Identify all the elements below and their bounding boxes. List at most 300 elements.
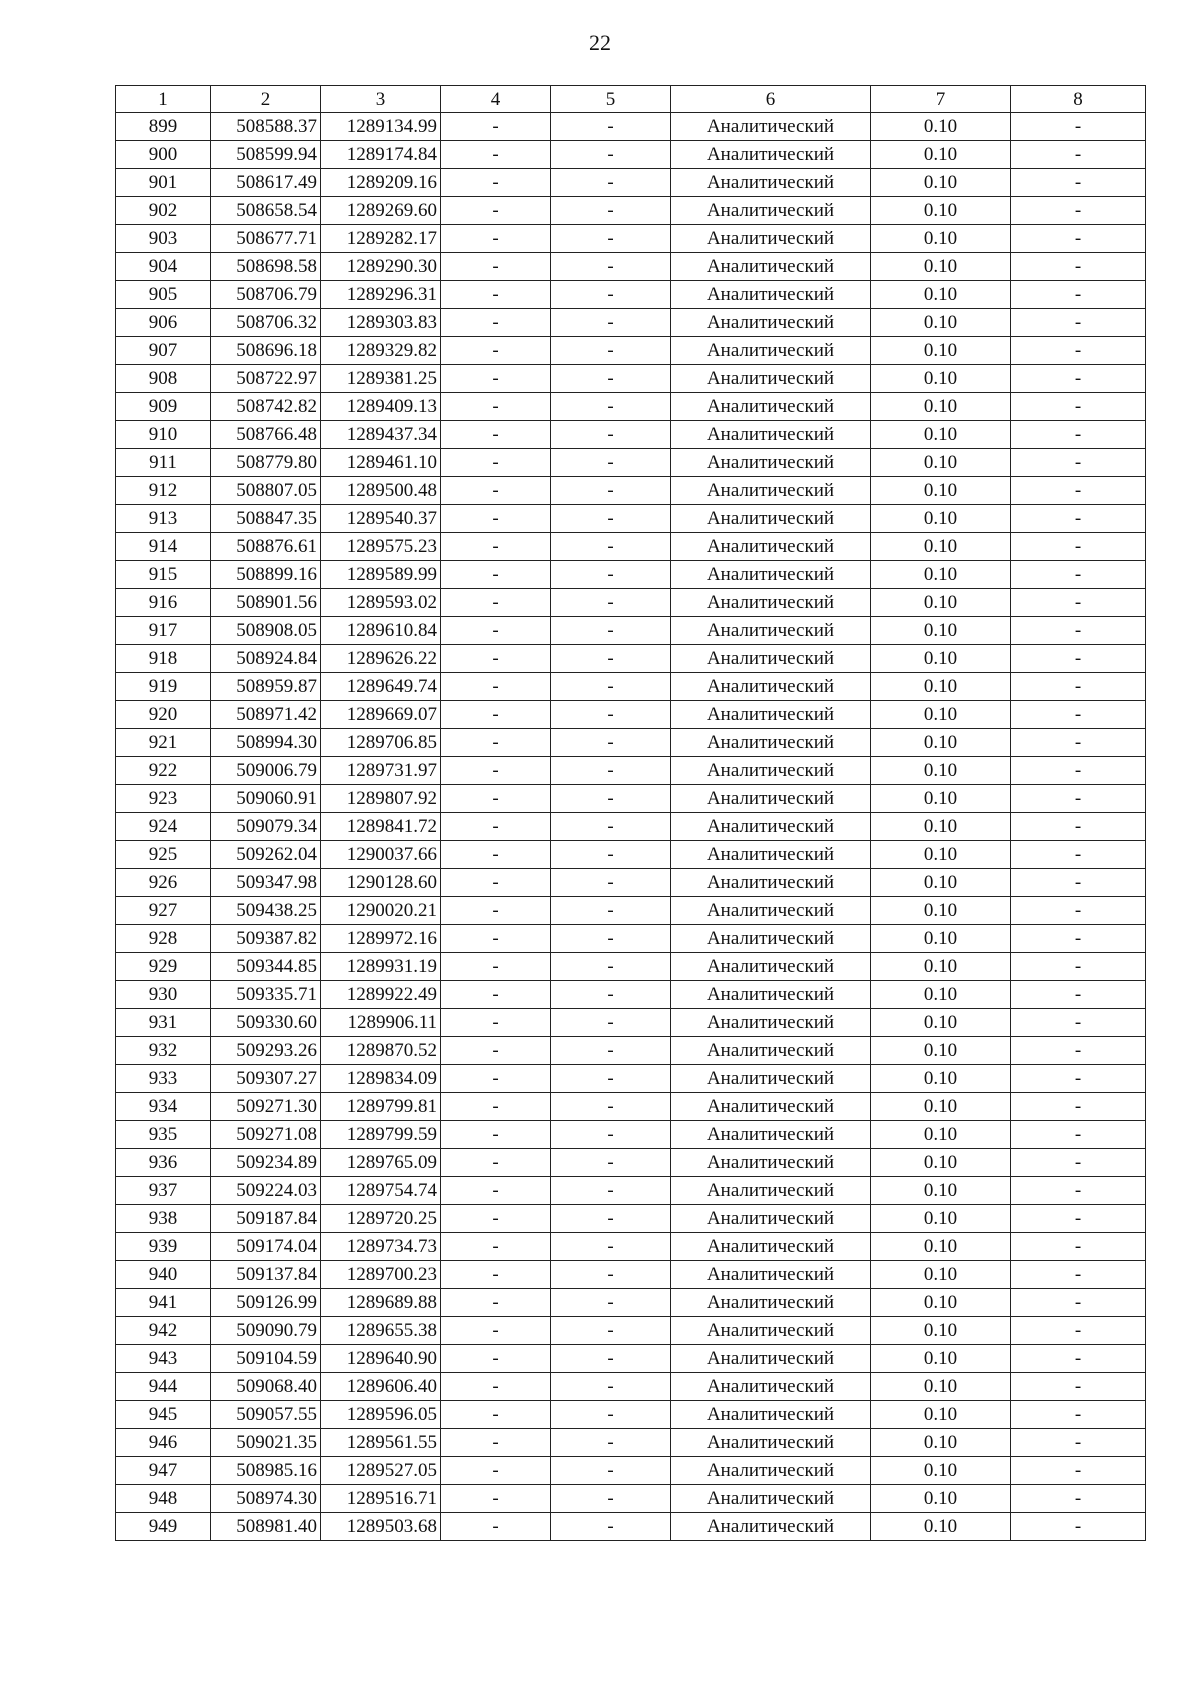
- cell-col-8: -: [1011, 1065, 1146, 1093]
- cell-col-8: -: [1011, 561, 1146, 589]
- column-header: 4: [441, 86, 551, 113]
- cell-point-number: 908: [116, 365, 211, 393]
- table-row: [116, 589, 1146, 617]
- cell-accuracy: 0.10: [871, 477, 1011, 505]
- table-row: [116, 953, 1146, 981]
- cell-method: Аналитический: [671, 673, 871, 701]
- cell-col-5: -: [551, 1345, 671, 1373]
- cell-point-number: 904: [116, 253, 211, 281]
- cell-coord-x: 509187.84: [211, 1205, 321, 1233]
- cell-coord-y: 1289540.37: [321, 505, 441, 533]
- cell-col-8: -: [1011, 841, 1146, 869]
- column-header: 8: [1011, 86, 1146, 113]
- cell-col-8: -: [1011, 365, 1146, 393]
- cell-point-number: 922: [116, 757, 211, 785]
- cell-coord-x: 508924.84: [211, 645, 321, 673]
- cell-col-4: -: [441, 253, 551, 281]
- cell-accuracy: 0.10: [871, 617, 1011, 645]
- cell-col-5: -: [551, 253, 671, 281]
- table-row: [116, 1457, 1146, 1485]
- cell-accuracy: 0.10: [871, 869, 1011, 897]
- cell-coord-x: 509068.40: [211, 1373, 321, 1401]
- cell-col-4: -: [441, 841, 551, 869]
- table-row: [116, 701, 1146, 729]
- cell-method: Аналитический: [671, 981, 871, 1009]
- cell-col-5: -: [551, 1513, 671, 1541]
- cell-col-4: -: [441, 1093, 551, 1121]
- cell-col-8: -: [1011, 953, 1146, 981]
- cell-coord-y: 1289174.84: [321, 141, 441, 169]
- cell-accuracy: 0.10: [871, 533, 1011, 561]
- cell-point-number: 900: [116, 141, 211, 169]
- cell-coord-x: 509330.60: [211, 1009, 321, 1037]
- coordinates-table: [115, 85, 1146, 1541]
- column-header: 7: [871, 86, 1011, 113]
- cell-method: Аналитический: [671, 1261, 871, 1289]
- cell-coord-x: 508847.35: [211, 505, 321, 533]
- cell-col-4: -: [441, 1037, 551, 1065]
- cell-col-5: -: [551, 925, 671, 953]
- table-row: [116, 925, 1146, 953]
- cell-col-5: -: [551, 1261, 671, 1289]
- cell-col-5: -: [551, 225, 671, 253]
- cell-col-4: -: [441, 141, 551, 169]
- cell-col-8: -: [1011, 253, 1146, 281]
- cell-col-4: -: [441, 897, 551, 925]
- cell-method: Аналитический: [671, 141, 871, 169]
- cell-coord-y: 1289922.49: [321, 981, 441, 1009]
- table-row: [116, 813, 1146, 841]
- cell-coord-y: 1290128.60: [321, 869, 441, 897]
- cell-col-4: -: [441, 281, 551, 309]
- cell-coord-y: 1289689.88: [321, 1289, 441, 1317]
- cell-method: Аналитический: [671, 1065, 871, 1093]
- cell-col-8: -: [1011, 869, 1146, 897]
- cell-coord-x: 509090.79: [211, 1317, 321, 1345]
- cell-coord-x: 508994.30: [211, 729, 321, 757]
- table-row: [116, 1261, 1146, 1289]
- cell-coord-x: 508706.32: [211, 309, 321, 337]
- cell-col-5: -: [551, 701, 671, 729]
- table-row: [116, 1513, 1146, 1541]
- cell-col-4: -: [441, 1345, 551, 1373]
- cell-coord-y: 1289516.71: [321, 1485, 441, 1513]
- cell-col-4: -: [441, 1485, 551, 1513]
- cell-col-5: -: [551, 645, 671, 673]
- cell-col-4: -: [441, 337, 551, 365]
- cell-col-5: -: [551, 1289, 671, 1317]
- cell-accuracy: 0.10: [871, 757, 1011, 785]
- table-row: [116, 253, 1146, 281]
- cell-method: Аналитический: [671, 1317, 871, 1345]
- cell-point-number: 913: [116, 505, 211, 533]
- cell-accuracy: 0.10: [871, 141, 1011, 169]
- table-row: [116, 897, 1146, 925]
- cell-accuracy: 0.10: [871, 1009, 1011, 1037]
- cell-method: Аналитический: [671, 1345, 871, 1373]
- cell-accuracy: 0.10: [871, 729, 1011, 757]
- cell-col-8: -: [1011, 393, 1146, 421]
- cell-col-5: -: [551, 1429, 671, 1457]
- table-header-row: [116, 86, 1146, 113]
- cell-coord-x: 509234.89: [211, 1149, 321, 1177]
- cell-coord-x: 509104.59: [211, 1345, 321, 1373]
- cell-method: Аналитический: [671, 113, 871, 141]
- cell-method: Аналитический: [671, 449, 871, 477]
- cell-accuracy: 0.10: [871, 169, 1011, 197]
- cell-coord-y: 1289409.13: [321, 393, 441, 421]
- cell-col-5: -: [551, 1037, 671, 1065]
- cell-coord-x: 509344.85: [211, 953, 321, 981]
- cell-coord-x: 508899.16: [211, 561, 321, 589]
- cell-col-4: -: [441, 1177, 551, 1205]
- cell-col-8: -: [1011, 1457, 1146, 1485]
- cell-coord-y: 1289589.99: [321, 561, 441, 589]
- cell-coord-x: 509262.04: [211, 841, 321, 869]
- cell-col-8: -: [1011, 477, 1146, 505]
- cell-col-5: -: [551, 1065, 671, 1093]
- cell-accuracy: 0.10: [871, 1261, 1011, 1289]
- cell-point-number: 899: [116, 113, 211, 141]
- cell-coord-y: 1289209.16: [321, 169, 441, 197]
- cell-col-4: -: [441, 953, 551, 981]
- cell-col-4: -: [441, 393, 551, 421]
- cell-col-5: -: [551, 813, 671, 841]
- cell-coord-y: 1289282.17: [321, 225, 441, 253]
- cell-coord-y: 1289655.38: [321, 1317, 441, 1345]
- cell-col-8: -: [1011, 1401, 1146, 1429]
- table-row: [116, 1037, 1146, 1065]
- cell-col-8: -: [1011, 421, 1146, 449]
- cell-col-8: -: [1011, 589, 1146, 617]
- cell-col-4: -: [441, 1065, 551, 1093]
- cell-coord-y: 1289296.31: [321, 281, 441, 309]
- cell-col-4: -: [441, 533, 551, 561]
- cell-accuracy: 0.10: [871, 1373, 1011, 1401]
- cell-accuracy: 0.10: [871, 197, 1011, 225]
- cell-coord-y: 1289527.05: [321, 1457, 441, 1485]
- cell-coord-x: 508901.56: [211, 589, 321, 617]
- cell-col-5: -: [551, 841, 671, 869]
- cell-coord-y: 1289503.68: [321, 1513, 441, 1541]
- cell-coord-y: 1289799.59: [321, 1121, 441, 1149]
- cell-accuracy: 0.10: [871, 449, 1011, 477]
- cell-coord-y: 1289841.72: [321, 813, 441, 841]
- cell-coord-y: 1289500.48: [321, 477, 441, 505]
- cell-col-4: -: [441, 1457, 551, 1485]
- cell-point-number: 939: [116, 1233, 211, 1261]
- cell-coord-y: 1290020.21: [321, 897, 441, 925]
- cell-col-5: -: [551, 673, 671, 701]
- cell-coord-y: 1289561.55: [321, 1429, 441, 1457]
- cell-col-8: -: [1011, 701, 1146, 729]
- cell-col-5: -: [551, 113, 671, 141]
- cell-point-number: 932: [116, 1037, 211, 1065]
- cell-accuracy: 0.10: [871, 281, 1011, 309]
- cell-point-number: 936: [116, 1149, 211, 1177]
- cell-coord-x: 508742.82: [211, 393, 321, 421]
- cell-method: Аналитический: [671, 729, 871, 757]
- cell-coord-y: 1289906.11: [321, 1009, 441, 1037]
- table-row: [116, 337, 1146, 365]
- cell-accuracy: 0.10: [871, 1177, 1011, 1205]
- cell-point-number: 916: [116, 589, 211, 617]
- cell-method: Аналитический: [671, 169, 871, 197]
- cell-col-5: -: [551, 953, 671, 981]
- cell-coord-x: 509137.84: [211, 1261, 321, 1289]
- cell-coord-y: 1289731.97: [321, 757, 441, 785]
- cell-col-4: -: [441, 169, 551, 197]
- cell-point-number: 911: [116, 449, 211, 477]
- cell-coord-x: 508599.94: [211, 141, 321, 169]
- cell-col-5: -: [551, 449, 671, 477]
- cell-method: Аналитический: [671, 253, 871, 281]
- cell-accuracy: 0.10: [871, 1457, 1011, 1485]
- cell-accuracy: 0.10: [871, 1485, 1011, 1513]
- cell-coord-y: 1289720.25: [321, 1205, 441, 1233]
- table-row: [116, 1121, 1146, 1149]
- table-row: [116, 1317, 1146, 1345]
- cell-coord-x: 509079.34: [211, 813, 321, 841]
- cell-col-5: -: [551, 869, 671, 897]
- cell-col-4: -: [441, 1149, 551, 1177]
- table-row: [116, 841, 1146, 869]
- cell-accuracy: 0.10: [871, 897, 1011, 925]
- column-header: 1: [116, 86, 211, 113]
- cell-col-4: -: [441, 1233, 551, 1261]
- cell-method: Аналитический: [671, 533, 871, 561]
- cell-point-number: 915: [116, 561, 211, 589]
- cell-coord-y: 1289575.23: [321, 533, 441, 561]
- cell-method: Аналитический: [671, 477, 871, 505]
- cell-accuracy: 0.10: [871, 561, 1011, 589]
- cell-point-number: 910: [116, 421, 211, 449]
- cell-point-number: 930: [116, 981, 211, 1009]
- cell-col-5: -: [551, 981, 671, 1009]
- cell-point-number: 948: [116, 1485, 211, 1513]
- cell-coord-y: 1289596.05: [321, 1401, 441, 1429]
- table-row: [116, 1345, 1146, 1373]
- cell-col-4: -: [441, 197, 551, 225]
- cell-method: Аналитический: [671, 197, 871, 225]
- cell-coord-x: 509060.91: [211, 785, 321, 813]
- table-row: [116, 1149, 1146, 1177]
- cell-coord-x: 509293.26: [211, 1037, 321, 1065]
- cell-method: Аналитический: [671, 1233, 871, 1261]
- cell-col-5: -: [551, 1373, 671, 1401]
- cell-method: Аналитический: [671, 1121, 871, 1149]
- cell-accuracy: 0.10: [871, 1233, 1011, 1261]
- cell-col-4: -: [441, 561, 551, 589]
- cell-col-4: -: [441, 645, 551, 673]
- cell-coord-y: 1289640.90: [321, 1345, 441, 1373]
- cell-point-number: 938: [116, 1205, 211, 1233]
- cell-accuracy: 0.10: [871, 813, 1011, 841]
- cell-method: Аналитический: [671, 1037, 871, 1065]
- cell-point-number: 926: [116, 869, 211, 897]
- cell-col-5: -: [551, 1457, 671, 1485]
- cell-coord-y: 1289134.99: [321, 113, 441, 141]
- table-row: [116, 225, 1146, 253]
- table-row: [116, 113, 1146, 141]
- cell-coord-y: 1290037.66: [321, 841, 441, 869]
- cell-coord-x: 509438.25: [211, 897, 321, 925]
- cell-col-5: -: [551, 281, 671, 309]
- cell-coord-x: 508971.42: [211, 701, 321, 729]
- cell-col-5: -: [551, 729, 671, 757]
- cell-accuracy: 0.10: [871, 1289, 1011, 1317]
- table-row: [116, 393, 1146, 421]
- cell-method: Аналитический: [671, 841, 871, 869]
- cell-accuracy: 0.10: [871, 1121, 1011, 1149]
- table-row: [116, 561, 1146, 589]
- table-row: [116, 1485, 1146, 1513]
- table-row: [116, 785, 1146, 813]
- cell-col-8: -: [1011, 337, 1146, 365]
- cell-col-5: -: [551, 533, 671, 561]
- cell-coord-x: 508588.37: [211, 113, 321, 141]
- cell-col-4: -: [441, 1121, 551, 1149]
- cell-col-8: -: [1011, 1513, 1146, 1541]
- cell-coord-y: 1289799.81: [321, 1093, 441, 1121]
- cell-coord-y: 1289669.07: [321, 701, 441, 729]
- cell-col-8: -: [1011, 1317, 1146, 1345]
- cell-method: Аналитический: [671, 869, 871, 897]
- cell-coord-y: 1289626.22: [321, 645, 441, 673]
- table-row: [116, 1373, 1146, 1401]
- cell-point-number: 935: [116, 1121, 211, 1149]
- cell-point-number: 907: [116, 337, 211, 365]
- cell-coord-y: 1289834.09: [321, 1065, 441, 1093]
- cell-col-5: -: [551, 337, 671, 365]
- cell-point-number: 946: [116, 1429, 211, 1457]
- cell-col-5: -: [551, 1317, 671, 1345]
- cell-col-8: -: [1011, 897, 1146, 925]
- table-row: [116, 1233, 1146, 1261]
- cell-col-8: -: [1011, 1093, 1146, 1121]
- cell-coord-x: 509224.03: [211, 1177, 321, 1205]
- cell-col-4: -: [441, 1401, 551, 1429]
- cell-col-4: -: [441, 589, 551, 617]
- cell-method: Аналитический: [671, 1289, 871, 1317]
- cell-col-4: -: [441, 1205, 551, 1233]
- cell-coord-x: 508698.58: [211, 253, 321, 281]
- cell-col-4: -: [441, 113, 551, 141]
- cell-method: Аналитический: [671, 225, 871, 253]
- cell-col-8: -: [1011, 505, 1146, 533]
- cell-col-5: -: [551, 365, 671, 393]
- cell-coord-y: 1289807.92: [321, 785, 441, 813]
- table-row: [116, 477, 1146, 505]
- table-row: [116, 729, 1146, 757]
- cell-col-5: -: [551, 1485, 671, 1513]
- cell-col-4: -: [441, 365, 551, 393]
- cell-coord-x: 509271.30: [211, 1093, 321, 1121]
- cell-coord-x: 509126.99: [211, 1289, 321, 1317]
- cell-col-4: -: [441, 757, 551, 785]
- cell-col-8: -: [1011, 757, 1146, 785]
- cell-col-4: -: [441, 421, 551, 449]
- cell-point-number: 901: [116, 169, 211, 197]
- cell-point-number: 906: [116, 309, 211, 337]
- cell-col-8: -: [1011, 673, 1146, 701]
- cell-col-4: -: [441, 1261, 551, 1289]
- table-row: [116, 533, 1146, 561]
- cell-accuracy: 0.10: [871, 505, 1011, 533]
- table-body: [116, 113, 1146, 1541]
- cell-method: Аналитический: [671, 393, 871, 421]
- cell-col-5: -: [551, 421, 671, 449]
- cell-col-5: -: [551, 561, 671, 589]
- cell-col-4: -: [441, 813, 551, 841]
- cell-coord-y: 1289754.74: [321, 1177, 441, 1205]
- cell-coord-x: 509006.79: [211, 757, 321, 785]
- page-number: 22: [589, 30, 611, 55]
- cell-accuracy: 0.10: [871, 1513, 1011, 1541]
- cell-col-4: -: [441, 477, 551, 505]
- cell-col-5: -: [551, 477, 671, 505]
- cell-point-number: 943: [116, 1345, 211, 1373]
- cell-method: Аналитический: [671, 813, 871, 841]
- cell-coord-x: 508985.16: [211, 1457, 321, 1485]
- cell-col-4: -: [441, 225, 551, 253]
- column-header: 2: [211, 86, 321, 113]
- cell-point-number: 923: [116, 785, 211, 813]
- table-row: [116, 1205, 1146, 1233]
- cell-method: Аналитический: [671, 757, 871, 785]
- cell-col-5: -: [551, 1149, 671, 1177]
- cell-method: Аналитический: [671, 365, 871, 393]
- table-row: [116, 645, 1146, 673]
- cell-coord-x: 509335.71: [211, 981, 321, 1009]
- cell-coord-x: 508908.05: [211, 617, 321, 645]
- cell-method: Аналитический: [671, 1177, 871, 1205]
- cell-col-5: -: [551, 309, 671, 337]
- cell-accuracy: 0.10: [871, 253, 1011, 281]
- table-row: [116, 1065, 1146, 1093]
- table-row: [116, 1009, 1146, 1037]
- cell-accuracy: 0.10: [871, 1065, 1011, 1093]
- cell-col-8: -: [1011, 1177, 1146, 1205]
- cell-point-number: 929: [116, 953, 211, 981]
- cell-coord-x: 509271.08: [211, 1121, 321, 1149]
- cell-col-8: -: [1011, 785, 1146, 813]
- table-row: [116, 141, 1146, 169]
- table-row: [116, 421, 1146, 449]
- cell-col-5: -: [551, 1205, 671, 1233]
- cell-method: Аналитический: [671, 1513, 871, 1541]
- cell-col-8: -: [1011, 645, 1146, 673]
- cell-method: Аналитический: [671, 1009, 871, 1037]
- table-row: [116, 981, 1146, 1009]
- cell-method: Аналитический: [671, 1429, 871, 1457]
- cell-accuracy: 0.10: [871, 1205, 1011, 1233]
- column-header: 6: [671, 86, 871, 113]
- cell-col-5: -: [551, 393, 671, 421]
- cell-accuracy: 0.10: [871, 925, 1011, 953]
- cell-method: Аналитический: [671, 1149, 871, 1177]
- table-row: [116, 1289, 1146, 1317]
- cell-accuracy: 0.10: [871, 113, 1011, 141]
- cell-point-number: 921: [116, 729, 211, 757]
- cell-method: Аналитический: [671, 925, 871, 953]
- cell-accuracy: 0.10: [871, 673, 1011, 701]
- cell-col-8: -: [1011, 1345, 1146, 1373]
- cell-point-number: 912: [116, 477, 211, 505]
- cell-col-5: -: [551, 169, 671, 197]
- cell-accuracy: 0.10: [871, 981, 1011, 1009]
- cell-col-4: -: [441, 785, 551, 813]
